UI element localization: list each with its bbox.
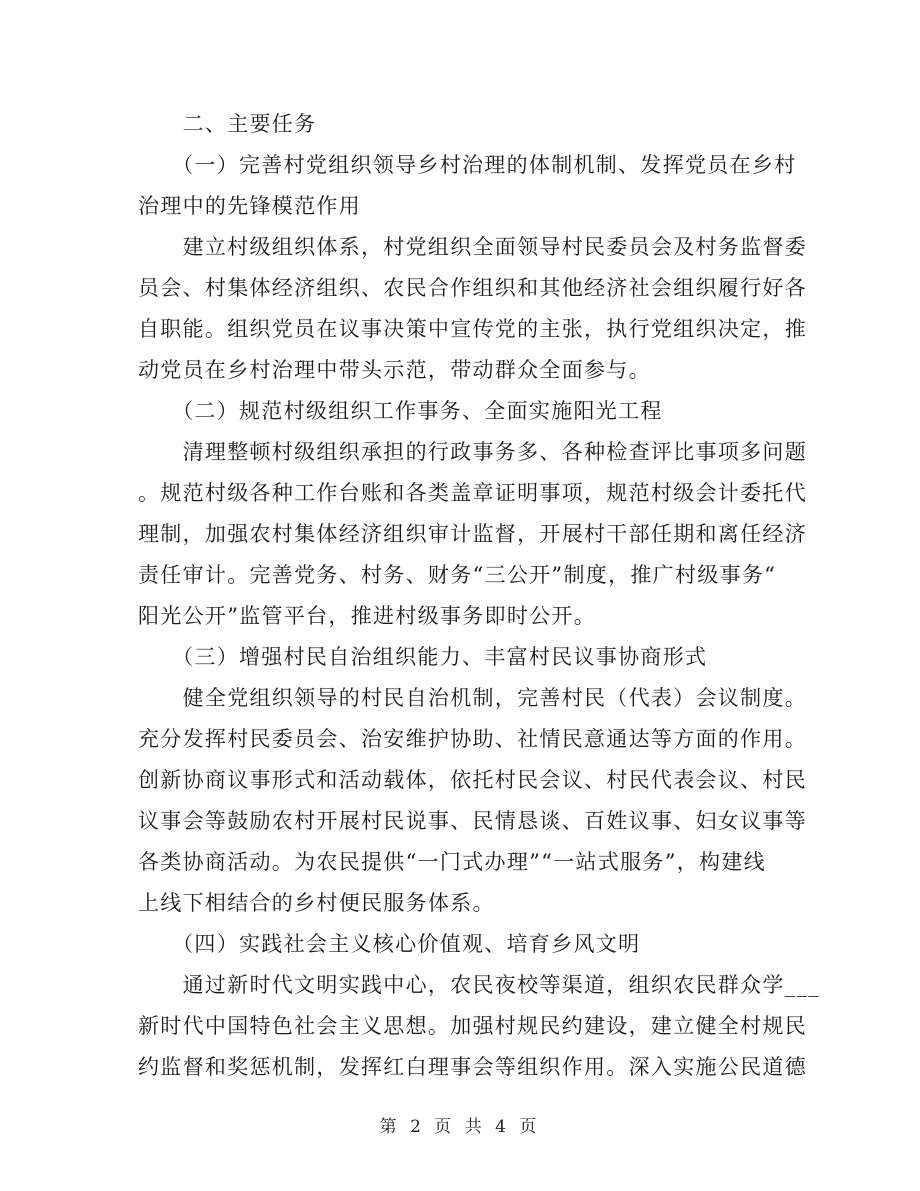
section-heading: 二、主要任务: [138, 112, 317, 136]
subsection-heading-1: （一）完善村党组织领导乡村治理的体制机制、发挥党员在乡村: [138, 153, 797, 177]
subsection-heading-3: （三）增强村民自治组织能力、丰富村民议事协商形式: [138, 645, 708, 669]
paragraph-3-line-3: 创新协商议事形式和活动载体，依托村民会议、村民代表会议、村民: [138, 768, 807, 792]
paragraph-1-line-3: 自职能。组织党员在议事决策中宣传党的主张，执行党组织决定，推: [138, 317, 807, 341]
paragraph-4-line-3: 约监督和奖惩机制，发挥红白理事会等组织作用。深入实施公民道德: [138, 1055, 807, 1079]
document-body: [138, 104, 821, 1088]
paragraph-1-line-4: 动党员在乡村治理中带头示范，带动群众全面参与。: [138, 358, 651, 382]
subsection-heading-2: （二）规范村级组织工作事务、全面实施阳光工程: [138, 399, 663, 423]
subsection-heading-1-cont: 治理中的先锋模范作用: [138, 194, 361, 218]
paragraph-1-line-1: 建立村级组织体系，村党组织全面领导村民委员会及村务监督委: [138, 235, 807, 259]
paragraph-4-line-2: 新时代中国特色社会主义思想。加强村规民约建设，建立健全村规民: [138, 1014, 807, 1038]
paragraph-3-line-6: 上线下相结合的乡村便民服务体系。: [138, 891, 495, 915]
paragraph-1-line-2: 员会、村集体经济组织、农民合作组织和其他经济社会组织履行好各: [138, 276, 807, 300]
page-number-footer: 第 2 页 共 4 页: [379, 1117, 541, 1137]
paragraph-2-line-2: 。规范村级各种工作台账和各类盖章证明事项，规范村级会计委托代: [138, 481, 807, 505]
paragraph-2-line-1: 清理整顿村级组织承担的行政事务多、各种检查评比事项多问题: [138, 440, 807, 464]
paragraph-2-line-3: 理制，加强农村集体经济组织审计监督，开展村干部任期和离任经济: [138, 522, 807, 546]
paragraph-4-line-1: 通过新时代文明实践中心，农民夜校等渠道，组织农民群众学___: [138, 973, 821, 997]
paragraph-3-line-4: 议事会等鼓励农村开展村民说事、民情恳谈、百姓议事、妇女议事等: [138, 809, 807, 833]
subsection-heading-4: （四）实践社会主义核心价值观、培育乡风文明: [138, 932, 641, 956]
paragraph-2-line-4: 责任审计。完善党务、村务、财务“三公开”制度，推广村级事务“: [138, 563, 777, 587]
paragraph-3-line-2: 充分发挥村民委员会、治安维护协助、社情民意通达等方面的作用。: [138, 727, 807, 751]
paragraph-3-line-5: 各类协商活动。为农民提供“一门式办理”“一站式服务”，构建线: [138, 850, 766, 874]
paragraph-2-line-5: 阳光公开”监管平台，推进村级事务即时公开。: [138, 604, 597, 628]
paragraph-3-line-1: 健全党组织领导的村民自治机制，完善村民（代表）会议制度。: [138, 686, 807, 710]
